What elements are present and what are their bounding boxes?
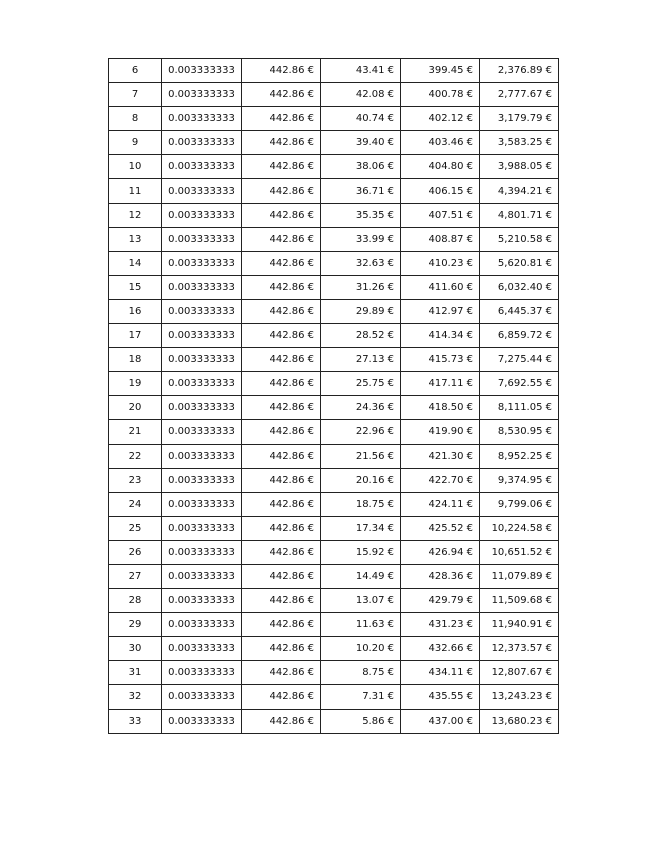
payment-cell: 442.86 €	[242, 396, 321, 420]
principal-cell: 404.80 €	[401, 155, 480, 179]
balance-cell: 8,952.25 €	[480, 444, 559, 468]
interest-cell: 25.75 €	[321, 372, 401, 396]
balance-cell: 7,692.55 €	[480, 372, 559, 396]
table-row	[109, 372, 559, 396]
table-row	[109, 324, 559, 348]
rate-cell: 0.003333333	[162, 661, 242, 685]
period-cell: 21	[109, 420, 162, 444]
period-cell: 26	[109, 540, 162, 564]
principal-cell: 425.52 €	[401, 516, 480, 540]
interest-cell: 39.40 €	[321, 131, 401, 155]
balance-cell: 9,799.06 €	[480, 492, 559, 516]
period-cell: 23	[109, 468, 162, 492]
principal-cell: 428.36 €	[401, 564, 480, 588]
payment-cell: 442.86 €	[242, 613, 321, 637]
balance-cell: 12,807.67 €	[480, 661, 559, 685]
payment-cell: 442.86 €	[242, 564, 321, 588]
balance-cell: 11,509.68 €	[480, 589, 559, 613]
principal-cell: 414.34 €	[401, 324, 480, 348]
interest-cell: 42.08 €	[321, 83, 401, 107]
balance-cell: 3,583.25 €	[480, 131, 559, 155]
balance-cell: 5,210.58 €	[480, 227, 559, 251]
principal-cell: 421.30 €	[401, 444, 480, 468]
period-cell: 12	[109, 203, 162, 227]
interest-cell: 22.96 €	[321, 420, 401, 444]
payment-cell: 442.86 €	[242, 685, 321, 709]
balance-cell: 6,032.40 €	[480, 275, 559, 299]
balance-cell: 11,079.89 €	[480, 564, 559, 588]
table-row	[109, 83, 559, 107]
table-row	[109, 107, 559, 131]
rate-cell: 0.003333333	[162, 348, 242, 372]
table-body	[109, 59, 559, 734]
rate-cell: 0.003333333	[162, 468, 242, 492]
principal-cell: 426.94 €	[401, 540, 480, 564]
balance-cell: 13,680.23 €	[480, 709, 559, 733]
rate-cell: 0.003333333	[162, 83, 242, 107]
principal-cell: 432.66 €	[401, 637, 480, 661]
balance-cell: 7,275.44 €	[480, 348, 559, 372]
principal-cell: 407.51 €	[401, 203, 480, 227]
rate-cell: 0.003333333	[162, 685, 242, 709]
rate-cell: 0.003333333	[162, 107, 242, 131]
payment-cell: 442.86 €	[242, 275, 321, 299]
principal-cell: 408.87 €	[401, 227, 480, 251]
period-cell: 9	[109, 131, 162, 155]
rate-cell: 0.003333333	[162, 516, 242, 540]
interest-cell: 24.36 €	[321, 396, 401, 420]
rate-cell: 0.003333333	[162, 203, 242, 227]
table-row	[109, 637, 559, 661]
interest-cell: 11.63 €	[321, 613, 401, 637]
payment-cell: 442.86 €	[242, 251, 321, 275]
interest-cell: 31.26 €	[321, 275, 401, 299]
payment-cell: 442.86 €	[242, 372, 321, 396]
rate-cell: 0.003333333	[162, 492, 242, 516]
period-cell: 29	[109, 613, 162, 637]
interest-cell: 28.52 €	[321, 324, 401, 348]
principal-cell: 412.97 €	[401, 299, 480, 323]
balance-cell: 4,394.21 €	[480, 179, 559, 203]
rate-cell: 0.003333333	[162, 372, 242, 396]
table-row	[109, 685, 559, 709]
payment-cell: 442.86 €	[242, 709, 321, 733]
principal-cell: 429.79 €	[401, 589, 480, 613]
balance-cell: 2,376.89 €	[480, 59, 559, 83]
payment-cell: 442.86 €	[242, 203, 321, 227]
period-cell: 19	[109, 372, 162, 396]
rate-cell: 0.003333333	[162, 420, 242, 444]
principal-cell: 415.73 €	[401, 348, 480, 372]
rate-cell: 0.003333333	[162, 444, 242, 468]
table-row	[109, 709, 559, 733]
interest-cell: 35.35 €	[321, 203, 401, 227]
period-cell: 16	[109, 299, 162, 323]
interest-cell: 29.89 €	[321, 299, 401, 323]
payment-cell: 442.86 €	[242, 492, 321, 516]
balance-cell: 4,801.71 €	[480, 203, 559, 227]
rate-cell: 0.003333333	[162, 179, 242, 203]
principal-cell: 431.23 €	[401, 613, 480, 637]
rate-cell: 0.003333333	[162, 59, 242, 83]
principal-cell: 434.11 €	[401, 661, 480, 685]
principal-cell: 418.50 €	[401, 396, 480, 420]
payment-cell: 442.86 €	[242, 59, 321, 83]
period-cell: 14	[109, 251, 162, 275]
period-cell: 13	[109, 227, 162, 251]
payment-cell: 442.86 €	[242, 107, 321, 131]
interest-cell: 13.07 €	[321, 589, 401, 613]
principal-cell: 410.23 €	[401, 251, 480, 275]
rate-cell: 0.003333333	[162, 589, 242, 613]
table-row	[109, 540, 559, 564]
balance-cell: 8,530.95 €	[480, 420, 559, 444]
table-row	[109, 444, 559, 468]
payment-cell: 442.86 €	[242, 131, 321, 155]
amortization-table	[108, 58, 559, 734]
principal-cell: 411.60 €	[401, 275, 480, 299]
principal-cell: 437.00 €	[401, 709, 480, 733]
payment-cell: 442.86 €	[242, 179, 321, 203]
rate-cell: 0.003333333	[162, 324, 242, 348]
table-row	[109, 203, 559, 227]
period-cell: 22	[109, 444, 162, 468]
principal-cell: 422.70 €	[401, 468, 480, 492]
table-row	[109, 131, 559, 155]
balance-cell: 13,243.23 €	[480, 685, 559, 709]
table-row	[109, 420, 559, 444]
rate-cell: 0.003333333	[162, 396, 242, 420]
balance-cell: 10,651.52 €	[480, 540, 559, 564]
interest-cell: 43.41 €	[321, 59, 401, 83]
principal-cell: 435.55 €	[401, 685, 480, 709]
rate-cell: 0.003333333	[162, 613, 242, 637]
balance-cell: 3,179.79 €	[480, 107, 559, 131]
principal-cell: 402.12 €	[401, 107, 480, 131]
rate-cell: 0.003333333	[162, 131, 242, 155]
balance-cell: 10,224.58 €	[480, 516, 559, 540]
period-cell: 24	[109, 492, 162, 516]
table-row	[109, 613, 559, 637]
payment-cell: 442.86 €	[242, 83, 321, 107]
principal-cell: 399.45 €	[401, 59, 480, 83]
table-row	[109, 661, 559, 685]
period-cell: 18	[109, 348, 162, 372]
table-row	[109, 348, 559, 372]
table-row	[109, 492, 559, 516]
payment-cell: 442.86 €	[242, 540, 321, 564]
rate-cell: 0.003333333	[162, 540, 242, 564]
payment-cell: 442.86 €	[242, 227, 321, 251]
rate-cell: 0.003333333	[162, 564, 242, 588]
interest-cell: 18.75 €	[321, 492, 401, 516]
payment-cell: 442.86 €	[242, 444, 321, 468]
table-row	[109, 155, 559, 179]
rate-cell: 0.003333333	[162, 637, 242, 661]
table-row	[109, 227, 559, 251]
principal-cell: 417.11 €	[401, 372, 480, 396]
balance-cell: 6,859.72 €	[480, 324, 559, 348]
balance-cell: 8,111.05 €	[480, 396, 559, 420]
table-row	[109, 179, 559, 203]
period-cell: 11	[109, 179, 162, 203]
interest-cell: 20.16 €	[321, 468, 401, 492]
table-row	[109, 299, 559, 323]
table-row	[109, 251, 559, 275]
principal-cell: 424.11 €	[401, 492, 480, 516]
period-cell: 15	[109, 275, 162, 299]
table-row	[109, 468, 559, 492]
rate-cell: 0.003333333	[162, 275, 242, 299]
rate-cell: 0.003333333	[162, 299, 242, 323]
table-row	[109, 275, 559, 299]
payment-cell: 442.86 €	[242, 299, 321, 323]
period-cell: 7	[109, 83, 162, 107]
period-cell: 28	[109, 589, 162, 613]
interest-cell: 21.56 €	[321, 444, 401, 468]
payment-cell: 442.86 €	[242, 324, 321, 348]
table-row	[109, 396, 559, 420]
principal-cell: 400.78 €	[401, 83, 480, 107]
interest-cell: 36.71 €	[321, 179, 401, 203]
period-cell: 8	[109, 107, 162, 131]
period-cell: 10	[109, 155, 162, 179]
principal-cell: 406.15 €	[401, 179, 480, 203]
balance-cell: 5,620.81 €	[480, 251, 559, 275]
table-row	[109, 589, 559, 613]
balance-cell: 3,988.05 €	[480, 155, 559, 179]
interest-cell: 17.34 €	[321, 516, 401, 540]
period-cell: 32	[109, 685, 162, 709]
interest-cell: 8.75 €	[321, 661, 401, 685]
period-cell: 6	[109, 59, 162, 83]
principal-cell: 419.90 €	[401, 420, 480, 444]
table-row	[109, 564, 559, 588]
payment-cell: 442.86 €	[242, 589, 321, 613]
payment-cell: 442.86 €	[242, 661, 321, 685]
interest-cell: 5.86 €	[321, 709, 401, 733]
interest-cell: 7.31 €	[321, 685, 401, 709]
balance-cell: 6,445.37 €	[480, 299, 559, 323]
balance-cell: 12,373.57 €	[480, 637, 559, 661]
rate-cell: 0.003333333	[162, 251, 242, 275]
principal-cell: 403.46 €	[401, 131, 480, 155]
balance-cell: 11,940.91 €	[480, 613, 559, 637]
interest-cell: 38.06 €	[321, 155, 401, 179]
payment-cell: 442.86 €	[242, 637, 321, 661]
payment-cell: 442.86 €	[242, 468, 321, 492]
interest-cell: 14.49 €	[321, 564, 401, 588]
balance-cell: 2,777.67 €	[480, 83, 559, 107]
period-cell: 31	[109, 661, 162, 685]
interest-cell: 32.63 €	[321, 251, 401, 275]
rate-cell: 0.003333333	[162, 155, 242, 179]
period-cell: 30	[109, 637, 162, 661]
rate-cell: 0.003333333	[162, 709, 242, 733]
table-row	[109, 59, 559, 83]
table-row	[109, 516, 559, 540]
payment-cell: 442.86 €	[242, 155, 321, 179]
payment-cell: 442.86 €	[242, 516, 321, 540]
period-cell: 25	[109, 516, 162, 540]
period-cell: 27	[109, 564, 162, 588]
payment-cell: 442.86 €	[242, 348, 321, 372]
period-cell: 20	[109, 396, 162, 420]
period-cell: 33	[109, 709, 162, 733]
rate-cell: 0.003333333	[162, 227, 242, 251]
interest-cell: 15.92 €	[321, 540, 401, 564]
period-cell: 17	[109, 324, 162, 348]
interest-cell: 33.99 €	[321, 227, 401, 251]
interest-cell: 10.20 €	[321, 637, 401, 661]
balance-cell: 9,374.95 €	[480, 468, 559, 492]
interest-cell: 27.13 €	[321, 348, 401, 372]
interest-cell: 40.74 €	[321, 107, 401, 131]
payment-cell: 442.86 €	[242, 420, 321, 444]
